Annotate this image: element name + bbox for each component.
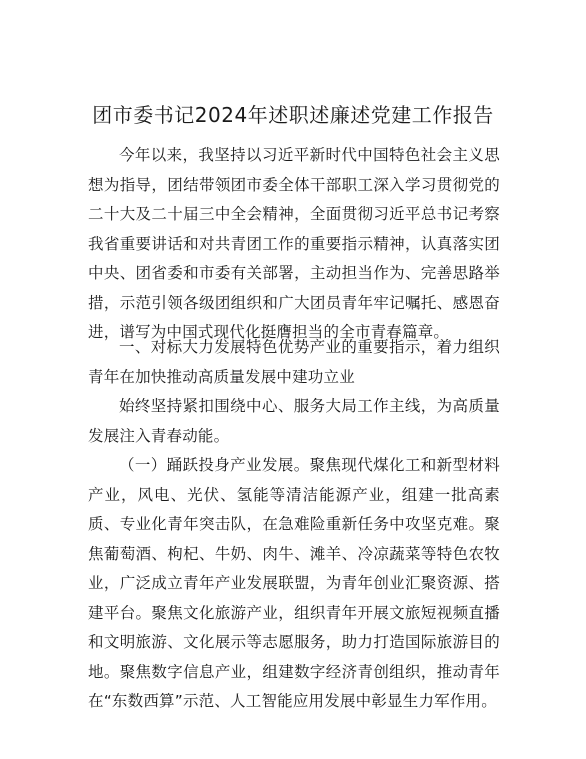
document-title: 团市委书记2024年述职述廉述党建工作报告 [92,103,494,127]
section-heading: 一、对标大力发展特色优势产业的重要指示，着力组织青年在加快推动高质量发展中建功立业 [88,338,500,386]
section-intro-paragraph: 始终坚持紧扣围绕中心、服务大局工作主线，为高质量发展注入青春动能。 [88,397,500,445]
subsection-paragraph: （一）踊跃投身产业发展。聚焦现代煤化工和新型材料产业，风电、光伏、氢能等清洁能源产业，组建一批高素质、专业化青年突击队，在急难险重新任务中攻坚克难。聚焦葡萄酒、枸杞、牛奶、肉牛、滩羊、冷凉蔬菜等特色农牧业，广泛成立青年产业发展联盟，为青年创业汇聚资源、搭建平台。聚焦文化旅游产业，组织青年开展文旅短视频直播和文明旅游、文化展示等志愿服务，助力打造国际旅游目的地。聚焦数字信息产业，组建数字经济青创组织，推动青年在“东数西算”示范、人工智能应用发展中彰显生力军作用。 [88,456,500,710]
intro-paragraph: 今年以来，我坚持以习近平新时代中国特色社会主义思想为指导，团结带领团市委全体干部职工深入学习贯彻党的二十大及二十届三中全会精神，全面贯彻习近平总书记考察我省重要讲话和对共青团工作的重要指示精神，认真落实团中央、团省委和市委有关部署，主动担当作为、完善思路举措，示范引领各级团组织和广大团员青年牢记嘱托、感恩奋进，谱写为中国式现代化挺膺担当的全市青春篇章。 [88,146,500,341]
